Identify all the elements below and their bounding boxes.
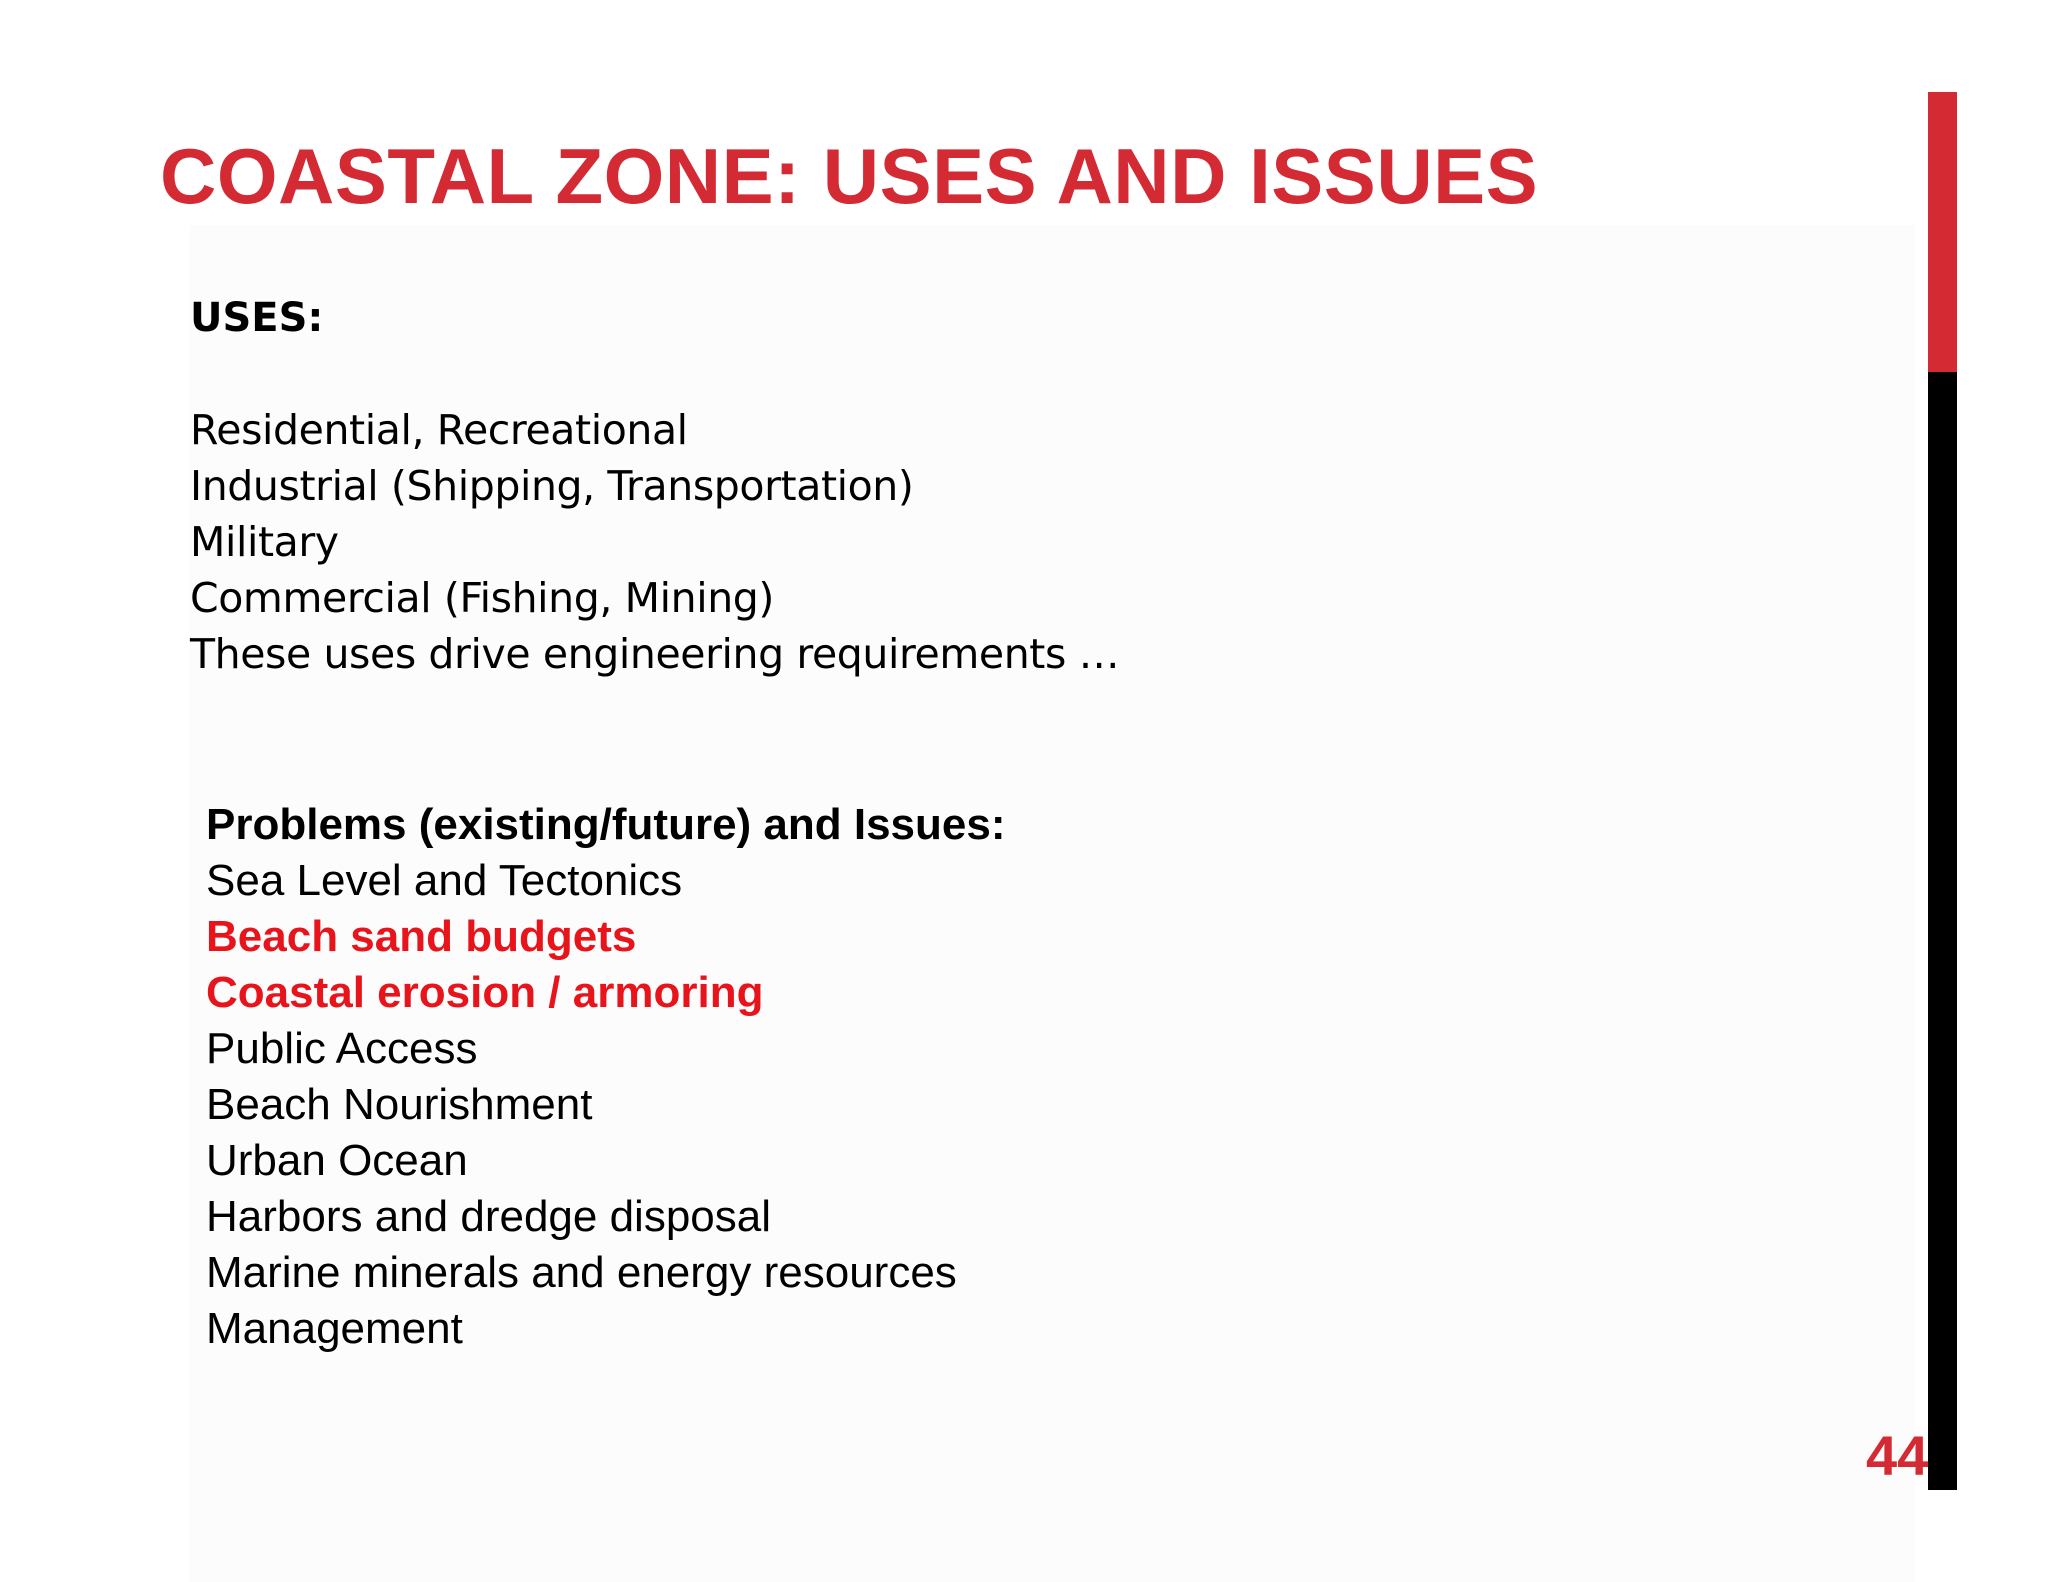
issue-item: Beach sand budgets: [206, 912, 637, 961]
slide-title: COASTAL ZONE: USES AND ISSUES: [160, 132, 1539, 220]
uses-heading: USES:: [190, 295, 324, 341]
issue-item: Urban Ocean: [206, 1136, 468, 1185]
uses-item: Industrial (Shipping, Transportation): [190, 462, 914, 510]
issue-item: Coastal erosion / armoring: [206, 968, 764, 1017]
issue-item: Public Access: [206, 1024, 478, 1073]
issue-item: Beach Nourishment: [206, 1080, 593, 1129]
uses-item: Military: [190, 518, 339, 566]
issue-item: Marine minerals and energy resources: [206, 1248, 957, 1297]
uses-item: These uses drive engineering requirements …: [190, 630, 1120, 678]
page-number: 44: [1866, 1424, 1929, 1487]
uses-item: Commercial (Fishing, Mining): [190, 574, 775, 622]
uses-item: Residential, Recreational: [190, 406, 688, 454]
side-bar-red-segment: [1928, 92, 1957, 372]
side-accent-bar: [1928, 92, 1957, 1490]
problems-heading: Problems (existing/future) and Issues:: [206, 800, 1006, 849]
issue-item: Management: [206, 1304, 463, 1353]
issue-item: Harbors and dredge disposal: [206, 1192, 772, 1241]
uses-list: [190, 402, 1119, 682]
issue-item: Sea Level and Tectonics: [206, 856, 683, 905]
issues-list: [206, 853, 957, 1357]
side-bar-black-segment: [1928, 372, 1957, 1490]
